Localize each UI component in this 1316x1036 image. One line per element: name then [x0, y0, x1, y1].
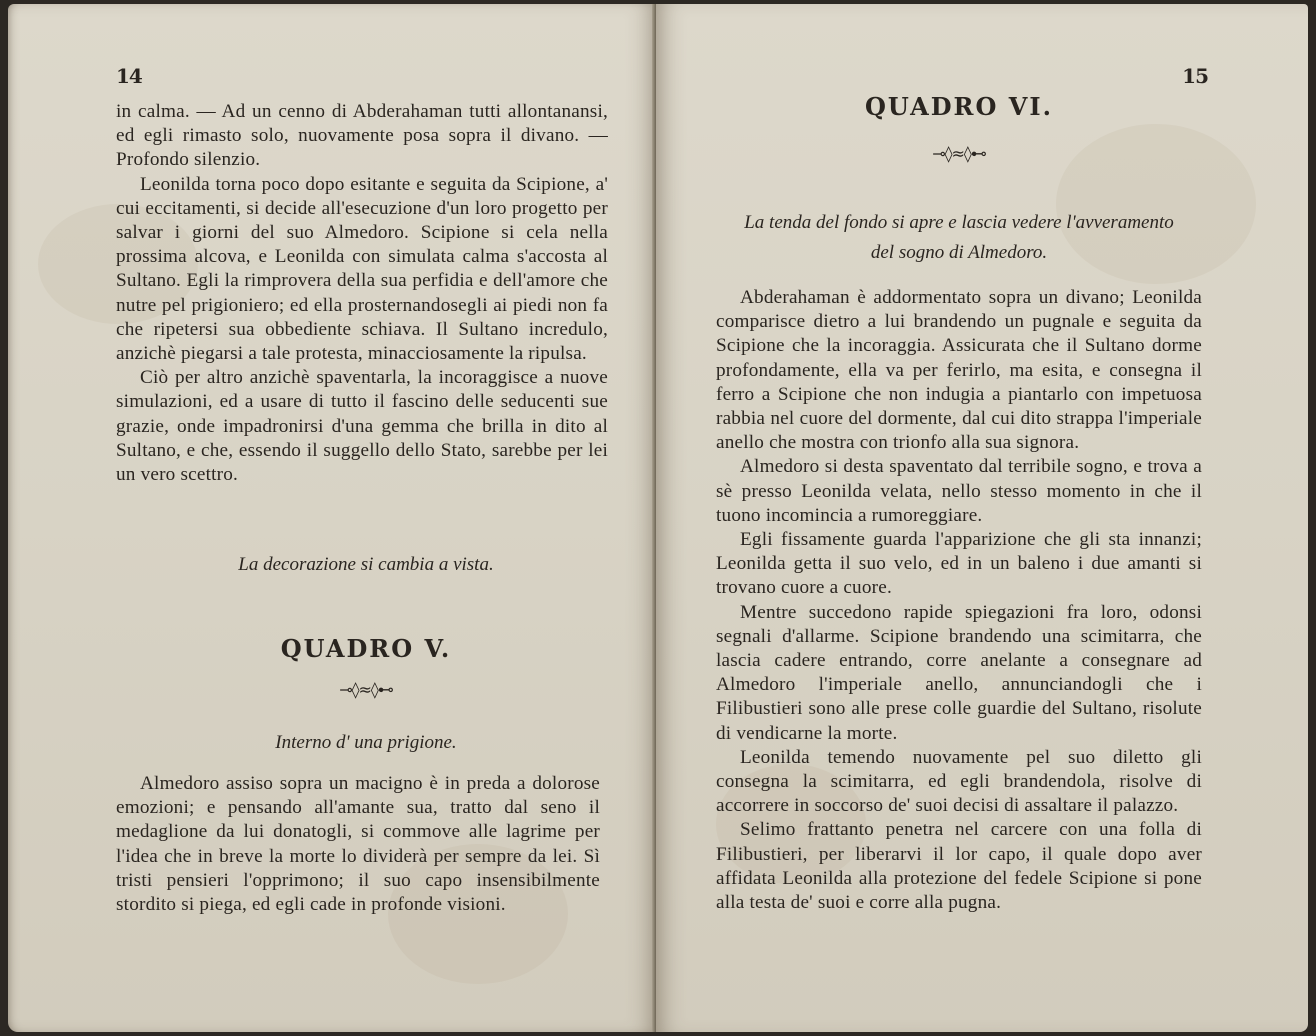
scene-caption-line: La tenda del fondo si apre e lascia vedere l'avveramento: [744, 212, 1174, 233]
scene-caption: [706, 208, 1212, 268]
page-number: 15: [1182, 64, 1208, 88]
text-block-bottom: [116, 772, 600, 917]
ornament-divider: ⊸◊≈◊⊷: [339, 680, 393, 699]
section-heading: QUADRO VI.: [865, 92, 1053, 121]
paragraph: Almedoro si desta spaventato dal terribile sogno, e trova a sè presso Leonilda velata, nello stesso momento in che il tuono incomincia a rumoreggiare.: [716, 456, 1202, 526]
paragraph: Almedoro assiso sopra un macigno è in preda a dolorose emozioni; e pensando all'amante sua, tratto dal seno il medaglione da lui donatogli, si commove alle lagrime per l'idea che in breve la morte lo dividerà per sempre da lei. Sì tristi pensieri l'opprimono; il suo capo insensibilmente stordito si piega, ed egli cade in profonde visioni.: [116, 773, 600, 916]
ornament-divider: ⊸◊≈◊⊷: [932, 144, 986, 163]
left-page: [8, 4, 656, 1032]
scene-caption-line: del sogno di Almedoro.: [870, 242, 1048, 263]
text-block-top: [116, 100, 608, 487]
paragraph: Leonilda temendo nuovamente pel suo diletto gli consegna la scimitarra, ed egli brandendola, risolve di accorrere in soccorso de' suoi decisi di assaltare il palazzo.: [716, 746, 1202, 817]
paragraph: Mentre succedono rapide spiegazioni fra loro, odonsi segnali d'allarme. Scipione brandendo una scimitarra, che lascia cadere entrando, corre anelante a consegnare ad Almedoro l'imperiale anello, annunciandogli che i Filibustieri sono alle prese colle guardie del Sultano, risolute di vendicarne la morte.: [716, 601, 1202, 744]
paragraph: in calma. — Ad un cenno di Abderahaman tutti allontanansi, ed egli rimasto solo, nuovamente posa sopra il divano. — Profondo silenzio.: [116, 101, 608, 171]
stage-direction: La decorazione si cambia a vista.: [238, 554, 494, 575]
page-number: 14: [116, 64, 142, 88]
paragraph: Ciò per altro anzichè spaventarla, la incoraggisce a nuove simulazioni, ed a usare di tutto il fascino delle seducenti sue grazie, onde impadronirsi d'una gemma che brilla in dito al Sultano, e che, essendo il suggello dello Stato, sarebbe per lei un vero scettro.: [116, 367, 608, 486]
right-page: [656, 4, 1308, 1032]
paragraph: Leonilda torna poco dopo esitante e seguita da Scipione, a' cui eccitamenti, si decide all'esecuzione d'un loro progetto per salvar i giorni del suo Almedoro. Scipione si cela nella prossima alcova, e Leonilda con simulata calma s'accosta al Sultano. Egli la rimprovera della sua perfidia e dell'amore che nutre pel prigioniero; ed ella prosternandosegli ai piedi non fa che ripetersi sua obbediente schiava. Il Sultano incredulo, anzichè piegarsi a tale protesta, minacciosamente la ripulsa.: [116, 173, 608, 365]
scene-caption: Interno d' una prigione.: [275, 732, 457, 753]
text-block: [716, 286, 1202, 915]
paragraph: Selimo frattanto penetra nel carcere con una folla di Filibustieri, per liberarvi il lor capo, il quale dopo aver affidata Leonilda alla protezione del fedele Scipione si pone alla testa de' suoi e corre alla pugna.: [716, 819, 1202, 914]
paragraph: Egli fissamente guarda l'apparizione che gli sta innanzi; Leonilda getta il suo velo, ed in un baleno i due amanti si trovano cuore a cuore.: [716, 529, 1202, 599]
section-heading: QUADRO V.: [280, 634, 452, 663]
paragraph: Abderahaman è addormentato sopra un divano; Leonilda comparisce dietro a lui brandendo un pugnale e seguita da Scipione che la incoraggia. Assicurata che il Sultano dorme profondamente, ella va per ferirlo, ma esita, e consegna il ferro a Scipione che non indugia a piantarlo con impetuosa rabbia nel cuore del dormente, dal cui dito strappa l'imperiale anello che mostra con trionfo alla sua signora.: [716, 287, 1202, 454]
